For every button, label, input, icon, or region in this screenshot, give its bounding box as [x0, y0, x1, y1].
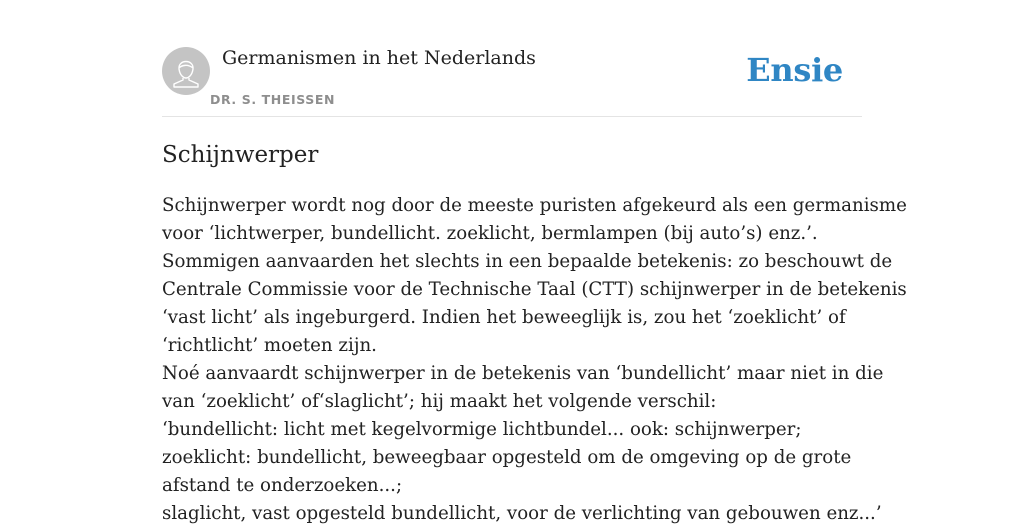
author-name[interactable]: DR. S. THEISSEN — [210, 92, 336, 107]
author-avatar[interactable] — [162, 47, 210, 95]
body-line: slaglicht, vast opgesteld bundellicht, voor de verlichting van gebouwen enz...’ — [162, 503, 882, 524]
user-silhouette-icon — [162, 47, 210, 95]
body-line: zoeklicht: bundellicht, beweegbaar opgesteld om de omgeving op de grote — [162, 447, 852, 468]
article-title: Schijnwerper — [162, 142, 319, 168]
body-line: Schijnwerper wordt nog door de meeste puristen afgekeurd als een germanisme — [162, 195, 907, 216]
body-line: Centrale Commissie voor de Technische Taal (CTT) schijnwerper in de betekenis — [162, 279, 907, 300]
ensie-logo[interactable]: Ensie — [746, 51, 843, 89]
body-line: ‘vast licht’ als ingeburgerd. Indien het beweeglijk is, zou het ‘zoeklicht’ of — [162, 307, 846, 328]
body-line: Sommigen aanvaarden het slechts in een bepaalde betekenis: zo beschouwt de — [162, 251, 893, 272]
book-title[interactable]: Germanismen in het Nederlands — [222, 47, 536, 69]
article-body — [162, 192, 907, 528]
body-line: ‘richtlicht’ moeten zijn. — [162, 335, 377, 356]
body-line: voor ‘lichtwerper, bundellicht. zoeklicht, bermlampen (bij auto’s) enz.’. — [162, 223, 818, 244]
body-line: van ‘zoeklicht’ of‘slaglicht’; hij maakt het volgende verschil: — [162, 391, 717, 412]
book-header — [162, 46, 862, 117]
body-line: Noé aanvaardt schijnwerper in de betekenis van ‘bundellicht’ maar niet in die — [162, 363, 884, 384]
body-line: ‘bundellicht: licht met kegelvormige lichtbundel... ook: schijnwerper; — [162, 419, 802, 440]
body-line: afstand te onderzoeken...; — [162, 475, 403, 496]
